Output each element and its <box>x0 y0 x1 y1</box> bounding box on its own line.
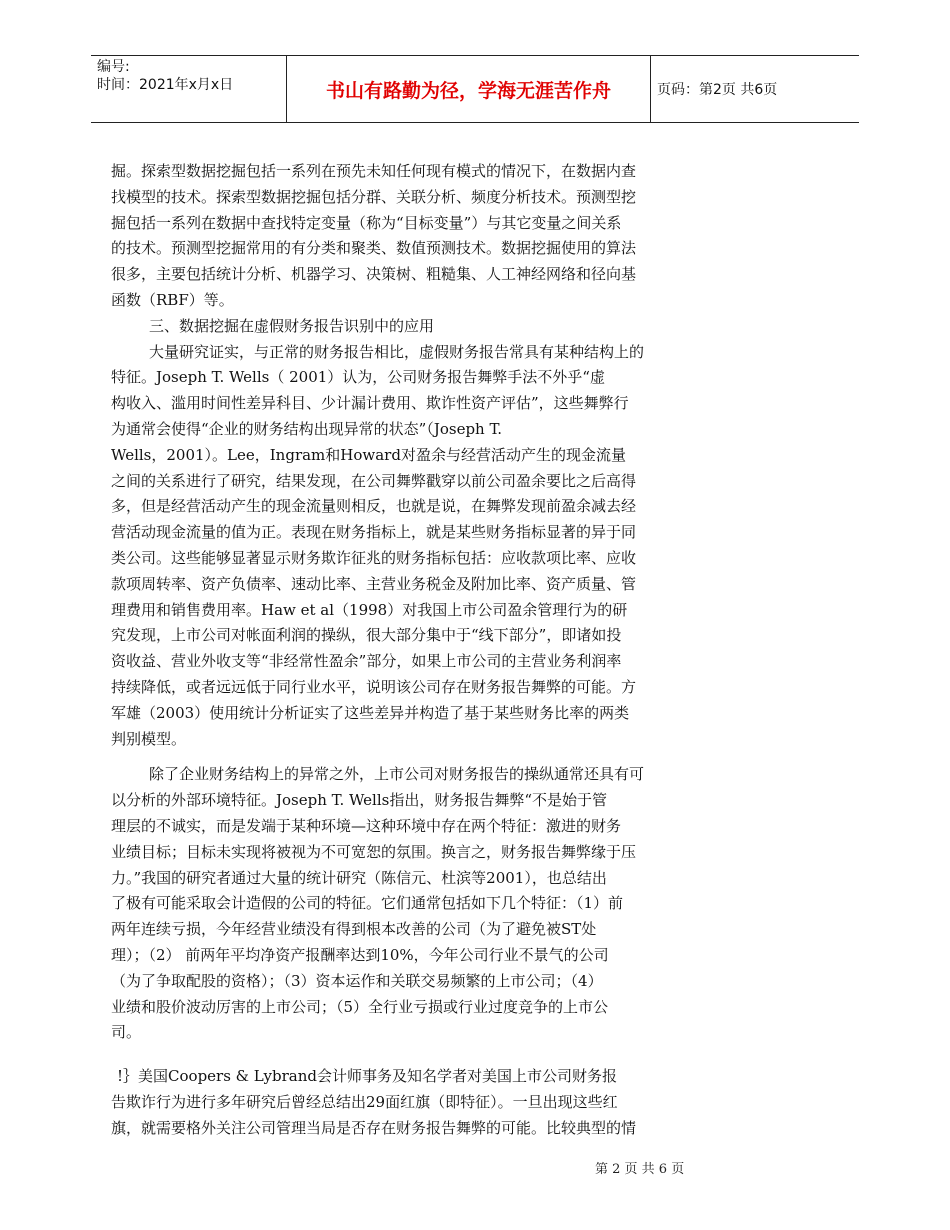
text-line: 持续降低，或者远远低于同行业水平，说明该公司存在财务报告舞弊的可能。方 <box>111 677 637 696</box>
document-number-label: 编号: <box>97 59 130 75</box>
text-line: 告欺诈行为进行多年研究后曾经总结出29面红旗（即特征）。一旦出现这些红 <box>111 1092 618 1111</box>
header-page-info: 页码：第2页 共6页 <box>657 82 778 98</box>
text-line: 构收入、滥用时间性差异科目、少计漏计费用、欺诈性资产评估”，这些舞弊行 <box>111 394 629 413</box>
text-line: 除了企业财务结构上的异常之外，上市公司对财务报告的操纵通常还具有可 <box>149 765 645 784</box>
text-line: 掘包括一系列在数据中查找特定变量（称为“目标变量”）与其它变量之间关系 <box>111 213 622 232</box>
text-line: 函数（RBF）等。 <box>111 290 234 309</box>
text-line: 多，但是经营活动产生的现金流量则相反，也就是说，在舞弊发现前盈余减去经 <box>111 497 637 516</box>
text-line: （为了争取配股的资格）；（3）资本运作和关联交易频繁的上市公司；（4） <box>111 971 603 990</box>
document-body <box>111 159 779 1141</box>
document-time-label: 时间：2021年x月x日 <box>97 77 234 93</box>
text-line: 以分析的外部环境特征。Joseph T. Wells指出，财务报告舞弊“不是始于管 <box>111 791 608 810</box>
text-line: 业绩和股价波动厉害的上市公司；（5）全行业亏损或行业过度竞争的上市公 <box>111 997 609 1016</box>
text-line: 掘。探索型数据挖掘包括一系列在预先未知任何现有模式的情况下，在数据内查 <box>111 162 637 180</box>
header-divider <box>650 56 651 122</box>
text-line: 理）；（2） 前两年平均净资产报酬率达到10%，今年公司行业不景气的公司 <box>111 945 609 964</box>
text-line: 两年连续亏损，今年经营业绩没有得到根本改善的公司（为了避免被ST处 <box>111 920 597 939</box>
text-line: 的技术。预测型挖掘常用的有分类和聚类、数值预测技术。数据挖掘使用的算法 <box>111 239 637 258</box>
section-heading: 三、数据挖掘在虚假财务报告识别中的应用 <box>149 316 435 335</box>
text-line: 之间的关系进行了研究，结果发现，在公司舞弊戳穿以前公司盈余要比之后高得 <box>111 471 637 490</box>
text-line: 理费用和销售费用率。Haw et al（1998）对我国上市公司盈余管理行为的研 <box>111 600 628 619</box>
text-line: Wells，2001）。Lee，Ingram和Howard对盈余与经营活动产生的现金流量 <box>111 445 626 464</box>
text-line: !｝美国Coopers & Lybrand会计师事务及知名学者对美国上市公司财务报 <box>117 1067 617 1086</box>
text-line: 很多，主要包括统计分析、机器学习、决策树、粗糙集、人工神经网络和径向基 <box>111 265 637 284</box>
page-footer: 第 2 页 共 6 页 <box>595 1162 685 1177</box>
text-line: 大量研究证实，与正常的财务报告相比，虚假财务报告常具有某种结构上的 <box>149 342 645 361</box>
text-line: 究发现，上市公司对帐面利润的操纵，很大部分集中于“线下部分”，即诸如投 <box>111 626 622 645</box>
text-line: 了极有可能采取会计造假的公司的特征。它们通常包括如下几个特征：（1）前 <box>111 894 624 913</box>
text-line: 旗，就需要格外关注公司管理当局是否存在财务报告舞弊的可能。比较典型的情 <box>111 1118 637 1137</box>
header-meta <box>97 58 287 94</box>
text-line: 为通常会使得“企业的财务结构出现异常的状态”（Joseph T. <box>111 419 503 438</box>
text-line: 款项周转率、资产负债率、速动比率、主营业务税金及附加比率、资产质量、管 <box>111 574 637 593</box>
text-line: 理层的不诚实，而是发端于某种环境—这种环境中存在两个特征：激进的财务 <box>111 816 622 835</box>
text-line: 司。 <box>111 1023 142 1042</box>
text-line: 力。”我国的研究者通过大量的统计研究（陈信元、杜滨等2001），也总结出 <box>111 868 607 887</box>
text-line: 营活动现金流量的值为正。表现在财务指标上，就是某些财务指标显著的异于同 <box>111 523 637 542</box>
text-line: 类公司。这些能够显著显示财务欺诈征兆的财务指标包括：应收款项比率、应收 <box>111 548 637 567</box>
text-line: 军雄（2003）使用统计分析证实了这些差异并构造了基于某些财务比率的两类 <box>111 703 630 722</box>
text-line: 资收益、营业外收支等“非经常性盈余”部分，如果上市公司的主营业务利润率 <box>111 652 622 671</box>
text-line: 找模型的技术。探索型数据挖掘包括分群、关联分析、频度分析技术。预测型挖 <box>111 187 637 206</box>
header-motto: 书山有路勤为径，学海无涯苦作舟 <box>325 79 611 102</box>
text-line: 特征。Joseph T. Wells（ 2001）认为，公司财务报告舞弊手法不外乎“虚 <box>111 368 605 387</box>
text-line: 判别模型。 <box>111 729 187 748</box>
page-header <box>91 55 859 123</box>
text-line: 业绩目标；目标未实现将被视为不可宽恕的氛围。换言之，财务报告舞弊缘于压 <box>111 842 637 861</box>
